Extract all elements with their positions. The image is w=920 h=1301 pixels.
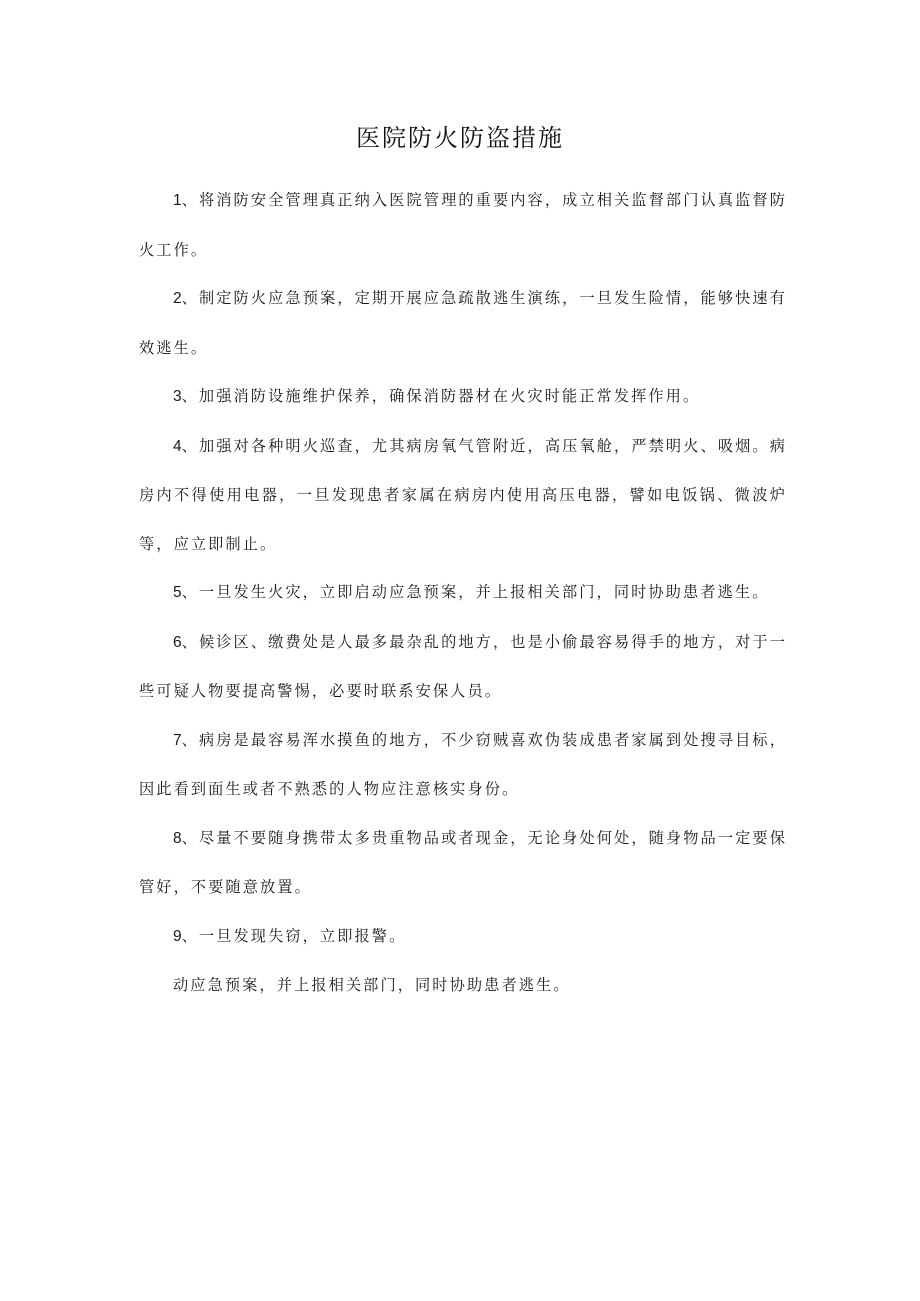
paragraph-text: 制定防火应急预案，定期开展应急疏散逃生演练，一旦发生险情，能够快速有效逃生。 [139,289,787,357]
paragraph-2 [139,274,787,372]
item-number: 2 [173,290,182,307]
paragraph-6 [139,618,787,716]
item-number: 8 [173,829,182,847]
item-number: 5 [173,584,182,601]
item-separator: 、 [181,828,199,847]
paragraph-text: 一旦发生火灾，立即启动应急预案，并上报相关部门，同时协助患者逃生。 [198,583,770,601]
document-title: 医院防火防盗措施 [356,124,564,152]
paragraph-text: 将消防安全管理真正纳入医院管理的重要内容，成立相关监督部门认真监督防火工作。 [139,191,787,259]
paragraph-7 [139,716,787,814]
item-separator: 、 [181,730,199,749]
paragraph-1 [139,176,787,274]
paragraph-4 [139,422,787,569]
item-number: 7 [173,731,182,749]
paragraph-text: 尽量不要随身携带太多贵重物品或者现金，无论身处何处，随身物品一定要保管好，不要随意放置。 [139,828,787,896]
paragraph-text: 病房是最容易浑水摸鱼的地方，不少窃贼喜欢伪装成患者家属到处搜寻目标，因此看到面生或者不熟悉的人物应注意核实身份。 [139,730,787,798]
item-number: 3 [173,388,182,405]
item-separator: 、 [181,289,199,307]
item-separator: 、 [181,926,199,945]
paragraph-text: 加强消防设施维护保养，确保消防器材在火灾时能正常发挥作用。 [198,387,701,405]
paragraph-3 [139,372,787,422]
paragraph-text: 候诊区、缴费处是人最多最杂乱的地方，也是小偷最容易得手的地方，对于一些可疑人物要提高警惕，必要时联系安保人员。 [139,632,787,700]
trailing-paragraph [139,961,787,1010]
item-number: 4 [173,437,182,455]
paragraph-text: 加强对各种明火巡查，尤其病房氧气管附近，高压氧舱，严禁明火、吸烟。病房内不得使用电器，一旦发现患者家属在病房内使用高压电器，譬如电饭锅、微波炉等，应立即制止。 [139,436,787,553]
paragraph-text: 一旦发现失窃，立即报警。 [198,926,407,945]
item-number: 1 [173,192,182,209]
item-separator: 、 [181,191,199,209]
paragraph-9 [139,912,787,962]
paragraph-text: 动应急预案，并上报相关部门，同时协助患者逃生。 [173,976,571,994]
item-separator: 、 [181,632,199,651]
item-number: 9 [173,927,182,945]
paragraph-8 [139,814,787,912]
item-number: 6 [173,633,182,651]
paragraph-5 [139,568,787,618]
item-separator: 、 [181,583,199,601]
item-separator: 、 [181,436,199,455]
document-body [139,176,787,1010]
item-separator: 、 [181,387,199,405]
